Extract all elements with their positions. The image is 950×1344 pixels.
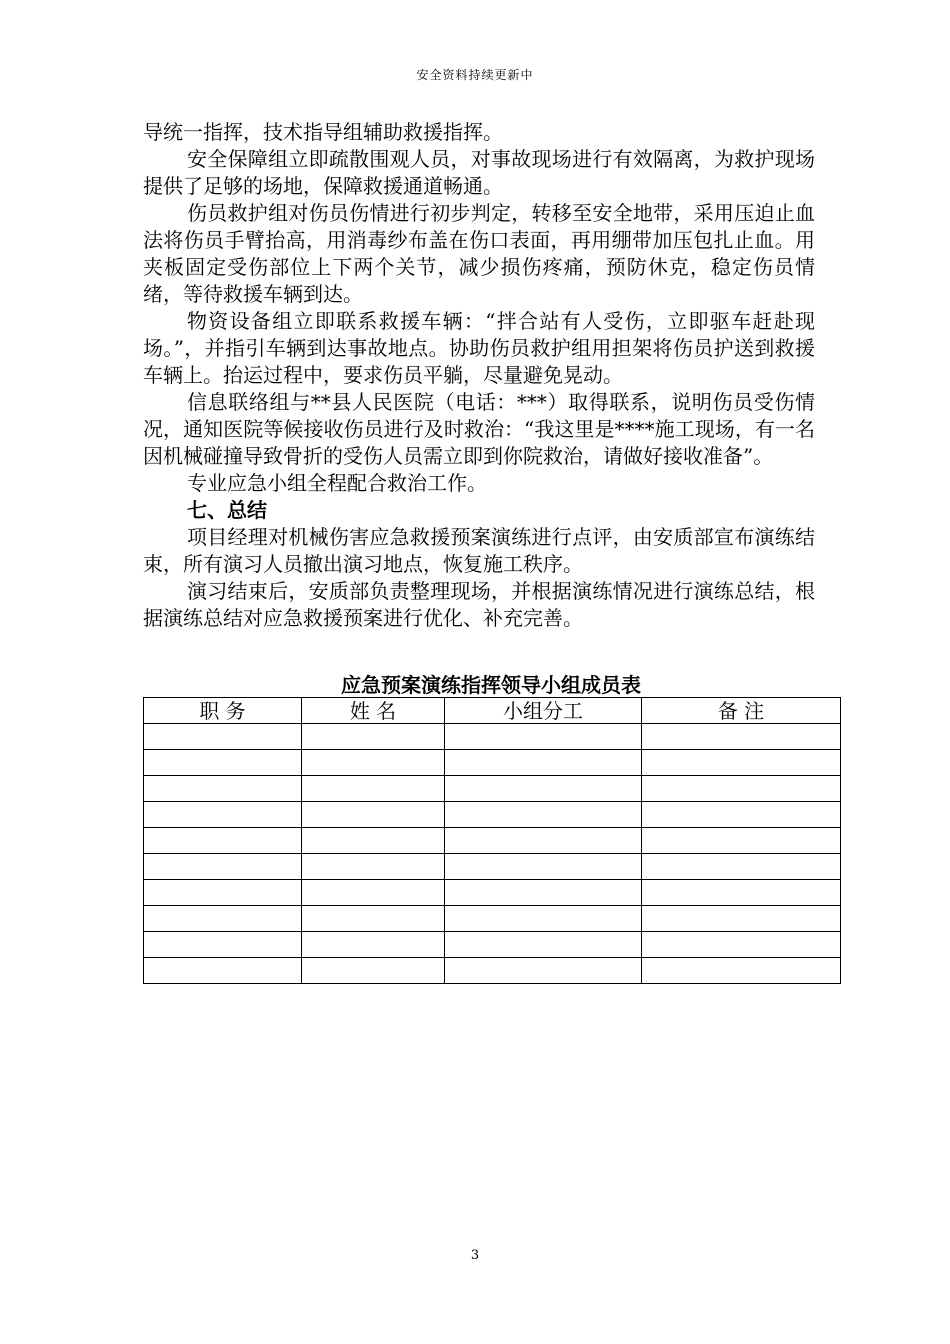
- table-cell: [445, 776, 642, 802]
- table-row: [144, 880, 841, 906]
- table-cell: [445, 724, 642, 750]
- table-cell: [445, 828, 642, 854]
- table-cell: [302, 880, 445, 906]
- table-cell: [144, 880, 302, 906]
- table-row: [144, 958, 841, 984]
- table-cell: [144, 828, 302, 854]
- table-row: [144, 932, 841, 958]
- table-cell: [642, 750, 841, 776]
- paragraph: 安全保障组立即疏散围观人员，对事故现场进行有效隔离，为救护现场提供了足够的场地，保障救援通道畅通。: [143, 147, 815, 198]
- column-header-group-role: 小组分工: [445, 698, 642, 724]
- page-number: 3: [470, 1248, 480, 1263]
- table-cell: [642, 776, 841, 802]
- table-cell: [144, 776, 302, 802]
- page-header: 安全资料持续更新中: [416, 68, 534, 82]
- table-cell: [302, 802, 445, 828]
- table-cell: [445, 932, 642, 958]
- table-cell: [642, 880, 841, 906]
- table-row: [144, 906, 841, 932]
- table-cell: [302, 750, 445, 776]
- paragraph: 伤员救护组对伤员伤情进行初步判定，转移至安全地带，采用压迫止血法将伤员手臂抬高，用消毒纱布盖在伤口表面，再用绷带加压包扎止血。用夹板固定受伤部位上下两个关节，减少损伤疼痛，预防休克，稳定伤员情绪，等待救援车辆到达。: [143, 201, 815, 306]
- table-cell: [445, 880, 642, 906]
- table-row: [144, 854, 841, 880]
- table-cell: [144, 750, 302, 776]
- table-cell: [445, 958, 642, 984]
- table-row: [144, 750, 841, 776]
- table-cell: [642, 932, 841, 958]
- paragraph: 物资设备组立即联系救援车辆：“拌合站有人受伤，立即驱车赶赴现场。”，并指引车辆到达事故地点。协助伤员救护组用担架将伤员护送到救援车辆上。抬运过程中，要求伤员平躺，尽量避免晃动。: [143, 309, 815, 387]
- paragraph: 导统一指挥，技术指导组辅助救援指挥。: [143, 120, 503, 144]
- table-cell: [144, 958, 302, 984]
- table-cell: [642, 828, 841, 854]
- paragraph: 信息联络组与**县人民医院（电话：***）取得联系，说明伤员受伤情况，通知医院等候接收伤员进行及时救治：“我这里是****施工现场，有一名因机械碰撞导致骨折的受伤人员需立即到你院救治，请做好接收准备”。: [143, 390, 815, 468]
- table-cell: [144, 724, 302, 750]
- table-row: [144, 776, 841, 802]
- column-header-remarks: 备 注: [642, 698, 841, 724]
- table-title: 应急预案演练指挥领导小组成员表: [341, 673, 641, 697]
- table-cell: [302, 854, 445, 880]
- table-cell: [445, 906, 642, 932]
- table-cell: [302, 724, 445, 750]
- table-cell: [144, 906, 302, 932]
- table-cell: [302, 828, 445, 854]
- table-cell: [144, 854, 302, 880]
- section-heading: 七、总结: [187, 498, 267, 522]
- table-cell: [144, 802, 302, 828]
- table-cell: [642, 724, 841, 750]
- column-header-position: 职 务: [144, 698, 302, 724]
- table-header-row: [144, 698, 841, 724]
- paragraph: 专业应急小组全程配合救治工作。: [187, 471, 487, 495]
- table-cell: [642, 854, 841, 880]
- body-text: [143, 119, 815, 632]
- table-cell: [642, 802, 841, 828]
- column-header-name: 姓 名: [302, 698, 445, 724]
- table-cell: [642, 958, 841, 984]
- table-row: [144, 724, 841, 750]
- table-cell: [302, 906, 445, 932]
- table-cell: [445, 750, 642, 776]
- table-cell: [144, 932, 302, 958]
- table-cell: [642, 906, 841, 932]
- table-cell: [445, 802, 642, 828]
- table-cell: [302, 932, 445, 958]
- table-row: [144, 828, 841, 854]
- table-cell: [302, 776, 445, 802]
- table-cell: [302, 958, 445, 984]
- paragraph: 演习结束后，安质部负责整理现场，并根据演练情况进行演练总结，根据演练总结对应急救援预案进行优化、补充完善。: [143, 579, 815, 630]
- paragraph: 项目经理对机械伤害应急救援预案演练进行点评，由安质部宣布演练结束，所有演习人员撤出演习地点，恢复施工秩序。: [143, 525, 815, 576]
- members-table: [143, 697, 841, 984]
- table-row: [144, 802, 841, 828]
- table-cell: [445, 854, 642, 880]
- table-body: [144, 724, 841, 984]
